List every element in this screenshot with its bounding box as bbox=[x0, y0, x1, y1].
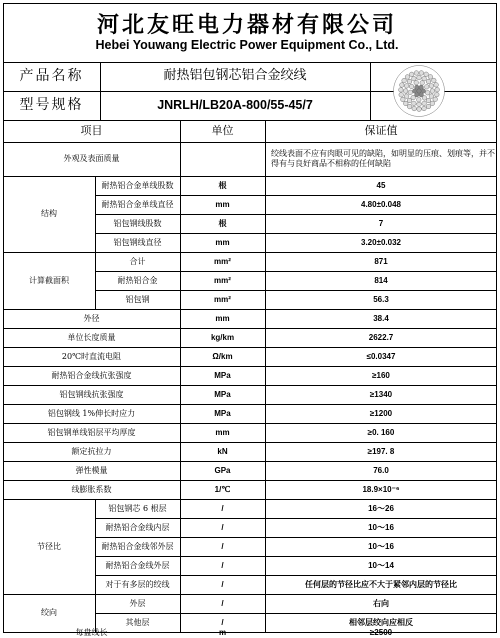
outer-strand bbox=[417, 102, 422, 107]
outer-strand bbox=[424, 84, 429, 89]
outer-strand bbox=[403, 101, 408, 106]
outer-strand bbox=[412, 76, 417, 81]
row-item-name: 铝包钢线股数 bbox=[113, 218, 162, 228]
spec-row-name: 铝包钢单线铝层平均厚度 bbox=[47, 427, 136, 437]
spec-row-unit: GPa bbox=[214, 465, 231, 475]
outer-strand bbox=[417, 75, 422, 80]
company-name-cn: 河北友旺电力器材有限公司 bbox=[96, 13, 397, 38]
outer-strand bbox=[403, 89, 408, 94]
row-item-name: 耐热铝合金单线直径 bbox=[101, 199, 174, 209]
outer-strand bbox=[409, 84, 414, 89]
row-item-unit: mm² bbox=[214, 294, 231, 304]
spec-row-unit: MPa bbox=[214, 370, 231, 380]
spec-row-unit: Ω/km bbox=[212, 351, 233, 361]
row-item-unit: / bbox=[221, 503, 224, 513]
outer-strand bbox=[419, 71, 424, 76]
outer-strand bbox=[429, 84, 434, 89]
row-item-value: 10～16 bbox=[368, 541, 394, 551]
outer-strand bbox=[412, 106, 417, 111]
row-item-name: 耐热铝合金单线股数 bbox=[101, 180, 174, 190]
spec-row-unit: MPa bbox=[214, 408, 231, 418]
outer-strand bbox=[407, 79, 412, 84]
outer-strand bbox=[422, 106, 427, 111]
outer-strand bbox=[432, 78, 437, 83]
row-item-name: 铝包钢 bbox=[125, 294, 150, 304]
cable-cross-section-icon bbox=[391, 64, 447, 118]
row-item-value: 56.3 bbox=[373, 294, 389, 304]
row-item-name: 耐热铝合金线内层 bbox=[105, 522, 170, 532]
outer-strand bbox=[399, 92, 404, 97]
spec-row-unit: MPa bbox=[214, 389, 231, 399]
outer-strand bbox=[426, 98, 431, 103]
core-strand bbox=[419, 85, 423, 89]
spec-row-value: ≥197. 8 bbox=[367, 446, 395, 456]
length-name: 每盘线长 bbox=[75, 627, 108, 637]
outer-strand bbox=[407, 98, 412, 103]
core-strand bbox=[415, 85, 419, 89]
spec-row-name: 耐热铝合金线抗张强度 bbox=[51, 370, 132, 380]
outer-strand bbox=[422, 101, 427, 106]
appearance-value: 绞线表面不应有肉眼可见的缺陷，如明显的压痕、划痕等，并不得有与良好商品不相称的任何缺陷 bbox=[271, 149, 495, 168]
row-item-value: 814 bbox=[374, 275, 388, 285]
twist-group-label: 绞向 bbox=[41, 608, 57, 617]
spec-row-name: 额定抗拉力 bbox=[71, 446, 112, 456]
outer-strand bbox=[435, 87, 440, 92]
outer-strand bbox=[426, 79, 431, 84]
spec-row-name: 铝包钢线 1%伸长时应力 bbox=[47, 408, 136, 418]
row-item-unit: 根 bbox=[218, 180, 227, 190]
row-item-name: 合计 bbox=[129, 256, 146, 266]
outer-strand bbox=[420, 81, 425, 86]
header-value: 保证值 bbox=[364, 124, 398, 138]
outer-strand bbox=[435, 92, 440, 97]
outer-strand bbox=[402, 78, 407, 83]
outer-strand bbox=[407, 104, 412, 109]
product-name-label: 产品名称 bbox=[19, 67, 84, 84]
row-item-value: 7 bbox=[378, 218, 384, 228]
row-item-name: 耐热铝合金线外层 bbox=[105, 560, 170, 570]
length-value: ≥2500 bbox=[369, 627, 393, 637]
row-item-name: 铝包钢线直径 bbox=[113, 237, 162, 247]
spec-row-value: ≥1200 bbox=[369, 408, 393, 418]
spec-row-value: 2622.7 bbox=[368, 332, 394, 342]
outer-strand bbox=[414, 71, 419, 76]
spec-row-value: ≤0.0347 bbox=[366, 351, 396, 361]
row-item-value: 45 bbox=[376, 180, 386, 190]
appearance-label: 外观及表面质量 bbox=[63, 154, 120, 163]
row-item-unit: / bbox=[221, 541, 224, 551]
outer-strand bbox=[412, 101, 417, 106]
outer-strand bbox=[399, 88, 404, 93]
spec-row-unit: kg/km bbox=[210, 332, 235, 342]
row-item-value: 16～26 bbox=[368, 503, 394, 513]
row-item-value: 相邻层绞向应相反 bbox=[349, 617, 413, 627]
outer-strand bbox=[430, 89, 435, 94]
outer-strand bbox=[422, 76, 427, 81]
spec-row-name: 铝包钢线抗张强度 bbox=[59, 389, 124, 399]
row-item-name: 其他层 bbox=[125, 617, 150, 627]
section-group-label: 计算截面积 bbox=[29, 275, 69, 285]
spec-row-value: ≥0. 160 bbox=[367, 427, 395, 437]
row-item-unit: / bbox=[221, 579, 224, 589]
outer-strand bbox=[404, 94, 409, 99]
row-item-unit: 根 bbox=[218, 218, 227, 228]
outer-strand bbox=[408, 90, 413, 95]
length-unit: m bbox=[218, 627, 227, 637]
outer-strand bbox=[414, 80, 419, 85]
row-item-unit: / bbox=[221, 560, 224, 570]
outer-strand bbox=[425, 90, 430, 95]
row-item-name: 外层 bbox=[129, 598, 146, 608]
structure-group-label: 结构 bbox=[41, 209, 57, 218]
outer-strand bbox=[400, 83, 405, 88]
row-item-unit: mm bbox=[215, 237, 230, 247]
spec-row-name: 线膨胀系数 bbox=[71, 484, 112, 494]
row-item-value: 871 bbox=[374, 256, 388, 266]
row-item-unit: / bbox=[221, 522, 224, 532]
outer-strand bbox=[433, 97, 438, 102]
spec-row-unit: mm bbox=[215, 427, 230, 437]
spec-row-name: 弹性模量 bbox=[75, 465, 108, 475]
outer-strand bbox=[405, 75, 410, 80]
row-item-value: 任何层的节径比应不大于紧邻内层的节径比 bbox=[305, 579, 457, 589]
row-item-name: 对于有多层的绞线 bbox=[105, 579, 170, 589]
pitch-group-label: 节径比 bbox=[37, 541, 61, 551]
spec-row-unit: 1/℃ bbox=[214, 484, 231, 494]
row-item-name: 耐热铝合金 bbox=[117, 275, 158, 285]
outer-strand bbox=[422, 96, 427, 101]
outer-strand bbox=[401, 97, 406, 102]
row-item-name: 耐热铝合金线邻外层 bbox=[101, 541, 174, 551]
row-item-unit: mm bbox=[215, 199, 230, 209]
outer-strand bbox=[416, 97, 421, 102]
row-item-name: 铝包钢芯 6 根层 bbox=[108, 503, 167, 513]
row-item-value: 3.20±0.032 bbox=[361, 237, 401, 247]
row-item-value: 4.80±0.048 bbox=[361, 199, 401, 209]
outer-strand bbox=[428, 75, 433, 80]
header-unit: 单位 bbox=[211, 124, 234, 138]
outer-strand bbox=[430, 101, 435, 106]
model-label: 型号规格 bbox=[19, 96, 84, 113]
outer-strand bbox=[417, 107, 422, 112]
spec-row-value: ≥1340 bbox=[369, 389, 393, 399]
outer-strand bbox=[409, 72, 414, 77]
row-item-unit: mm² bbox=[214, 275, 231, 285]
spec-row-value: 18.9×10⁻⁶ bbox=[362, 484, 400, 494]
spec-row-unit: mm bbox=[215, 313, 230, 323]
spec-row-value: 76.0 bbox=[373, 465, 389, 475]
row-item-unit: mm² bbox=[214, 256, 231, 266]
row-item-value: 10～14 bbox=[368, 560, 394, 570]
product-name-value: 耐热铝包钢芯铝合金绞线 bbox=[163, 68, 307, 84]
row-item-value: 右向 bbox=[373, 598, 389, 608]
outer-strand bbox=[426, 104, 431, 109]
outer-strand bbox=[404, 84, 409, 89]
outer-strand bbox=[429, 94, 434, 99]
spec-row-name: 单位长度质量 bbox=[67, 332, 116, 342]
spec-row-unit: kN bbox=[217, 446, 228, 456]
row-item-unit: / bbox=[221, 617, 224, 627]
company-name-en: Hebei Youwang Electric Power Equipment Co., Ltd. bbox=[95, 38, 399, 52]
outer-strand bbox=[424, 72, 429, 77]
outer-strand bbox=[434, 83, 439, 88]
row-item-value: 10～16 bbox=[368, 522, 394, 532]
spec-row-name: 外径 bbox=[83, 313, 100, 323]
header-item: 项目 bbox=[80, 124, 103, 138]
spec-row-value: 38.4 bbox=[373, 313, 389, 323]
row-item-unit: / bbox=[221, 598, 224, 608]
spec-row-value: ≥160 bbox=[372, 370, 390, 380]
spec-row-name: 20℃时直流电阻 bbox=[61, 351, 122, 361]
model-value: JNRLH/LB20A-800/55-45/7 bbox=[157, 97, 313, 112]
